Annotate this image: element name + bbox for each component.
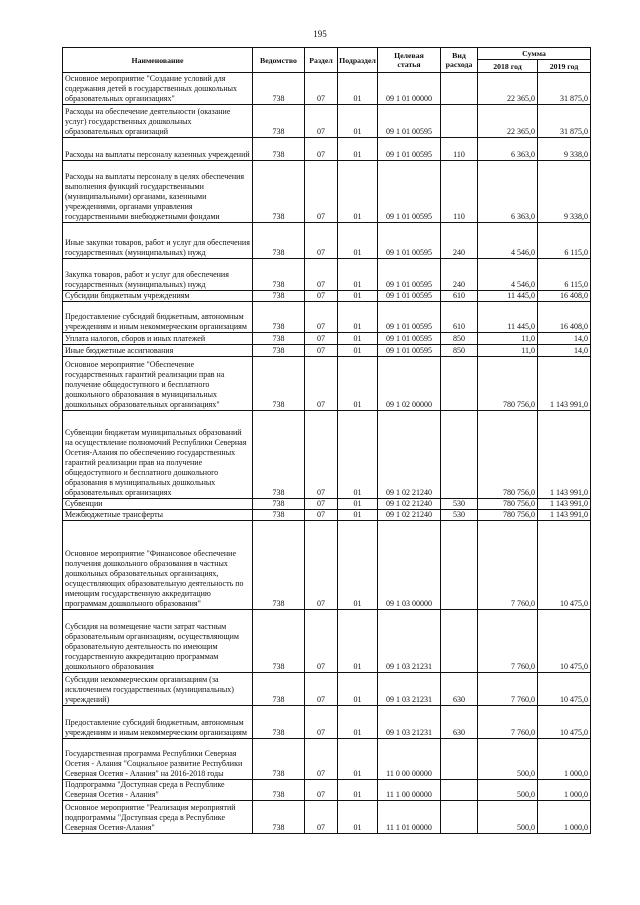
row-target-article-cell: 09 1 01 00595 — [378, 138, 441, 161]
budget-table — [62, 47, 591, 834]
row-amount-2019-cell: 9 338,0 — [538, 161, 591, 223]
table-row — [63, 138, 591, 161]
table-row — [63, 801, 591, 834]
row-section-cell: 07 — [305, 411, 338, 499]
row-amount-2019-cell: 6 115,0 — [538, 259, 591, 291]
table-row — [63, 259, 591, 291]
table-row — [63, 521, 591, 610]
row-expense-type-cell: 610 — [441, 302, 478, 333]
row-amount-2019-cell: 14,0 — [538, 345, 591, 357]
row-target-article-cell: 09 1 02 00000 — [378, 357, 441, 411]
row-name-cell: Основное мероприятие "Реализация мероприятий подпрограммы "Доступная среда в Республике Северная Осетия-Алания" — [63, 801, 253, 834]
table-row — [63, 73, 591, 105]
row-amount-2018-cell: 780 756,0 — [478, 411, 538, 499]
row-section-cell: 07 — [305, 780, 338, 801]
row-expense-type-cell — [441, 610, 478, 673]
row-department-cell: 738 — [253, 105, 305, 138]
row-expense-type-cell — [441, 73, 478, 105]
row-target-article-cell: 11 1 00 00000 — [378, 780, 441, 801]
row-subsection-cell: 01 — [338, 510, 378, 521]
row-target-article-cell: 09 1 03 21231 — [378, 706, 441, 739]
row-amount-2019-cell: 10 475,0 — [538, 673, 591, 706]
row-amount-2019-cell: 1 000,0 — [538, 739, 591, 780]
row-department-cell: 738 — [253, 801, 305, 834]
row-amount-2019-cell: 1 000,0 — [538, 780, 591, 801]
row-target-article-cell: 11 1 01 00000 — [378, 801, 441, 834]
row-amount-2019-cell: 6 115,0 — [538, 223, 591, 259]
header-target-article — [378, 48, 441, 73]
row-expense-type-cell: 850 — [441, 345, 478, 357]
row-target-article-cell: 09 1 01 00595 — [378, 345, 441, 357]
row-amount-2018-cell: 780 756,0 — [478, 357, 538, 411]
table-row — [63, 161, 591, 223]
row-section-cell: 07 — [305, 521, 338, 610]
row-name-cell: Субсидии бюджетным учреждениям — [63, 291, 253, 302]
table-header — [63, 48, 591, 73]
row-name-cell: Субсидия на возмещение части затрат частным образовательным организациям, осуществляющим образовательную деятельность по имеющим государственную аккредитацию программам дошкольного образования — [63, 610, 253, 673]
row-target-article-cell: 11 0 00 00000 — [378, 739, 441, 780]
table-row — [63, 333, 591, 345]
row-amount-2018-cell: 11 445,0 — [478, 291, 538, 302]
header-amount: Сумма — [478, 48, 591, 60]
table-row — [63, 105, 591, 138]
row-department-cell: 738 — [253, 411, 305, 499]
table-row — [63, 357, 591, 411]
row-amount-2018-cell: 22 365,0 — [478, 105, 538, 138]
row-subsection-cell: 01 — [338, 333, 378, 345]
row-expense-type-cell: 850 — [441, 333, 478, 345]
table-row — [63, 223, 591, 259]
row-expense-type-cell — [441, 739, 478, 780]
row-section-cell: 07 — [305, 161, 338, 223]
row-subsection-cell: 01 — [338, 259, 378, 291]
row-target-article-cell: 09 1 03 21231 — [378, 673, 441, 706]
row-subsection-cell: 01 — [338, 780, 378, 801]
row-subsection-cell: 01 — [338, 673, 378, 706]
row-amount-2019-cell: 16 408,0 — [538, 291, 591, 302]
row-amount-2018-cell: 4 546,0 — [478, 259, 538, 291]
row-section-cell: 07 — [305, 345, 338, 357]
row-section-cell: 07 — [305, 739, 338, 780]
row-section-cell: 07 — [305, 73, 338, 105]
row-subsection-cell: 01 — [338, 223, 378, 259]
row-expense-type-cell: 110 — [441, 161, 478, 223]
table-row — [63, 780, 591, 801]
row-department-cell: 738 — [253, 223, 305, 259]
row-subsection-cell: 01 — [338, 302, 378, 333]
row-section-cell: 07 — [305, 223, 338, 259]
row-target-article-cell: 09 1 03 21231 — [378, 610, 441, 673]
row-subsection-cell: 01 — [338, 291, 378, 302]
row-section-cell: 07 — [305, 499, 338, 510]
row-expense-type-cell — [441, 801, 478, 834]
row-section-cell: 07 — [305, 673, 338, 706]
header-name: Наименование — [63, 48, 253, 73]
row-section-cell: 07 — [305, 510, 338, 521]
row-section-cell: 07 — [305, 801, 338, 834]
row-amount-2018-cell: 7 760,0 — [478, 521, 538, 610]
row-amount-2019-cell: 1 143 991,0 — [538, 357, 591, 411]
row-target-article-cell: 09 1 01 00595 — [378, 302, 441, 333]
row-expense-type-cell — [441, 780, 478, 801]
row-expense-type-cell: 610 — [441, 291, 478, 302]
table-row — [63, 291, 591, 302]
row-section-cell: 07 — [305, 138, 338, 161]
page-number: 195 — [313, 29, 327, 39]
header-target-article-label: Целевая статья — [394, 51, 424, 69]
row-department-cell: 738 — [253, 73, 305, 105]
row-subsection-cell: 01 — [338, 521, 378, 610]
row-amount-2018-cell: 11 445,0 — [478, 302, 538, 333]
row-department-cell: 738 — [253, 739, 305, 780]
row-expense-type-cell: 630 — [441, 673, 478, 706]
row-subsection-cell: 01 — [338, 138, 378, 161]
row-section-cell: 07 — [305, 357, 338, 411]
row-expense-type-cell — [441, 105, 478, 138]
table-row — [63, 739, 591, 780]
row-expense-type-cell: 240 — [441, 223, 478, 259]
row-name-cell: Закупка товаров, работ и услуг для обеспечения государственных (муниципальных) нужд — [63, 259, 253, 291]
row-name-cell: Расходы на выплаты персоналу в целях обеспечения выполнения функций государственными (муниципальными) органами, казенными учреждениями, органами управления государственными внебюджетными фондами — [63, 161, 253, 223]
row-subsection-cell: 01 — [338, 345, 378, 357]
row-section-cell: 07 — [305, 259, 338, 291]
row-amount-2018-cell: 780 756,0 — [478, 499, 538, 510]
row-subsection-cell: 01 — [338, 105, 378, 138]
row-amount-2018-cell: 11,0 — [478, 345, 538, 357]
row-subsection-cell: 01 — [338, 739, 378, 780]
row-department-cell: 738 — [253, 345, 305, 357]
row-expense-type-cell — [441, 411, 478, 499]
row-name-cell: Предоставление субсидий бюджетным, автономным учреждениям и иным некоммерческим организациям — [63, 706, 253, 739]
row-department-cell: 738 — [253, 291, 305, 302]
row-amount-2019-cell: 1 143 991,0 — [538, 510, 591, 521]
row-subsection-cell: 01 — [338, 411, 378, 499]
row-name-cell: Иные бюджетные ассигнования — [63, 345, 253, 357]
row-name-cell: Расходы на выплаты персоналу казенных учреждений — [63, 138, 253, 161]
row-target-article-cell: 09 1 02 21240 — [378, 499, 441, 510]
row-department-cell: 738 — [253, 706, 305, 739]
row-expense-type-cell: 530 — [441, 510, 478, 521]
row-section-cell: 07 — [305, 302, 338, 333]
row-amount-2018-cell: 500,0 — [478, 739, 538, 780]
row-amount-2018-cell: 7 760,0 — [478, 673, 538, 706]
row-target-article-cell: 09 1 02 21240 — [378, 411, 441, 499]
row-amount-2019-cell: 1 143 991,0 — [538, 499, 591, 510]
row-amount-2018-cell: 6 363,0 — [478, 161, 538, 223]
row-name-cell: Основное мероприятие "Финансовое обеспечение получения дошкольного образования в частных дошкольных образовательных организациях, осуществляющих образовательную деятельность по имеющим государственную аккредитацию программам дошкольного образования" — [63, 521, 253, 610]
row-expense-type-cell: 530 — [441, 499, 478, 510]
row-expense-type-cell: 240 — [441, 259, 478, 291]
row-name-cell: Межбюджетные трансферты — [63, 510, 253, 521]
row-section-cell: 07 — [305, 291, 338, 302]
row-name-cell: Подпрограмма "Доступная среда в Республике Северная Осетия - Алания" — [63, 780, 253, 801]
row-subsection-cell: 01 — [338, 706, 378, 739]
row-name-cell: Государственная программа Республики Северная Осетия - Алания "Социальное развитие Республики Северная Осетия - Алания" на 2016-2018 годы — [63, 739, 253, 780]
row-target-article-cell: 09 1 01 00595 — [378, 105, 441, 138]
row-department-cell: 738 — [253, 302, 305, 333]
row-amount-2019-cell: 1 000,0 — [538, 801, 591, 834]
table-row — [63, 706, 591, 739]
row-name-cell: Основное мероприятие "Создание условий для содержания детей в государственных дошкольных образовательных организациях" — [63, 73, 253, 105]
row-amount-2018-cell: 6 363,0 — [478, 138, 538, 161]
row-subsection-cell: 01 — [338, 73, 378, 105]
row-amount-2018-cell: 7 760,0 — [478, 610, 538, 673]
header-expense-type — [441, 48, 478, 73]
row-target-article-cell: 09 1 01 00595 — [378, 223, 441, 259]
row-department-cell: 738 — [253, 673, 305, 706]
row-target-article-cell: 09 1 01 00595 — [378, 333, 441, 345]
header-section: Раздел — [305, 48, 338, 73]
row-amount-2019-cell: 1 143 991,0 — [538, 411, 591, 499]
row-subsection-cell: 01 — [338, 801, 378, 834]
row-amount-2018-cell: 4 546,0 — [478, 223, 538, 259]
row-expense-type-cell: 630 — [441, 706, 478, 739]
header-subsection: Подраздел — [338, 48, 378, 73]
row-subsection-cell: 01 — [338, 610, 378, 673]
row-amount-2019-cell: 31 875,0 — [538, 73, 591, 105]
header-expense-type-label: Вид расхода — [445, 51, 473, 69]
row-department-cell: 738 — [253, 610, 305, 673]
row-target-article-cell: 09 1 02 21240 — [378, 510, 441, 521]
row-amount-2018-cell: 11,0 — [478, 333, 538, 345]
row-amount-2018-cell: 500,0 — [478, 801, 538, 834]
row-name-cell: Субсидии некоммерческим организациям (за исключением государственных (муниципальных) учреждений) — [63, 673, 253, 706]
row-target-article-cell: 09 1 01 00595 — [378, 161, 441, 223]
table-row — [63, 302, 591, 333]
header-department: Ведомство — [253, 48, 305, 73]
row-target-article-cell: 09 1 03 00000 — [378, 521, 441, 610]
row-section-cell: 07 — [305, 610, 338, 673]
row-section-cell: 07 — [305, 706, 338, 739]
table-row — [63, 510, 591, 521]
row-name-cell: Предоставление субсидий бюджетным, автономным учреждениям и иным некоммерческим организациям — [63, 302, 253, 333]
row-amount-2019-cell: 10 475,0 — [538, 706, 591, 739]
row-name-cell: Субвенции — [63, 499, 253, 510]
row-section-cell: 07 — [305, 105, 338, 138]
row-expense-type-cell — [441, 521, 478, 610]
row-amount-2019-cell: 31 875,0 — [538, 105, 591, 138]
row-amount-2019-cell: 14,0 — [538, 333, 591, 345]
row-amount-2018-cell: 22 365,0 — [478, 73, 538, 105]
row-department-cell: 738 — [253, 780, 305, 801]
row-section-cell: 07 — [305, 333, 338, 345]
row-subsection-cell: 01 — [338, 161, 378, 223]
header-year-2019: 2019 год — [538, 60, 591, 73]
row-target-article-cell: 09 1 01 00595 — [378, 259, 441, 291]
row-amount-2019-cell: 10 475,0 — [538, 521, 591, 610]
row-department-cell: 738 — [253, 333, 305, 345]
row-department-cell: 738 — [253, 510, 305, 521]
row-amount-2019-cell: 9 338,0 — [538, 138, 591, 161]
row-subsection-cell: 01 — [338, 357, 378, 411]
row-subsection-cell: 01 — [338, 499, 378, 510]
row-amount-2018-cell: 500,0 — [478, 780, 538, 801]
row-department-cell: 738 — [253, 521, 305, 610]
row-amount-2019-cell: 10 475,0 — [538, 610, 591, 673]
table-row — [63, 610, 591, 673]
row-expense-type-cell: 110 — [441, 138, 478, 161]
row-name-cell: Иные закупки товаров, работ и услуг для обеспечения государственных (муниципальных) нужд — [63, 223, 253, 259]
table-row — [63, 345, 591, 357]
row-name-cell: Расходы на обеспечение деятельности (оказание услуг) государственных дошкольных образовательных организаций — [63, 105, 253, 138]
table-row — [63, 411, 591, 499]
header-year-2018: 2018 год — [478, 60, 538, 73]
row-amount-2018-cell: 7 760,0 — [478, 706, 538, 739]
table-body — [63, 73, 591, 834]
row-expense-type-cell — [441, 357, 478, 411]
table-row — [63, 499, 591, 510]
row-department-cell: 738 — [253, 161, 305, 223]
row-target-article-cell: 09 1 01 00000 — [378, 73, 441, 105]
row-name-cell: Основное мероприятие "Обеспечение государственных гарантий реализации прав на получение общедоступного и бесплатного дошкольного образования в муниципальных дошкольных образовательных организациях" — [63, 357, 253, 411]
table-row — [63, 673, 591, 706]
row-department-cell: 738 — [253, 357, 305, 411]
row-target-article-cell: 09 1 01 00595 — [378, 291, 441, 302]
row-amount-2019-cell: 16 408,0 — [538, 302, 591, 333]
row-department-cell: 738 — [253, 138, 305, 161]
row-name-cell: Уплата налогов, сборов и иных платежей — [63, 333, 253, 345]
row-name-cell: Субвенции бюджетам муниципальных образований на осуществление полномочий Республики Северная Осетия-Алания по обеспечению государственных гарантий реализации прав на получение общедоступного и бесплатного дошкольного образования в муниципальных дошкольных образовательных организациях — [63, 411, 253, 499]
row-department-cell: 738 — [253, 499, 305, 510]
row-department-cell: 738 — [253, 259, 305, 291]
row-amount-2018-cell: 780 756,0 — [478, 510, 538, 521]
